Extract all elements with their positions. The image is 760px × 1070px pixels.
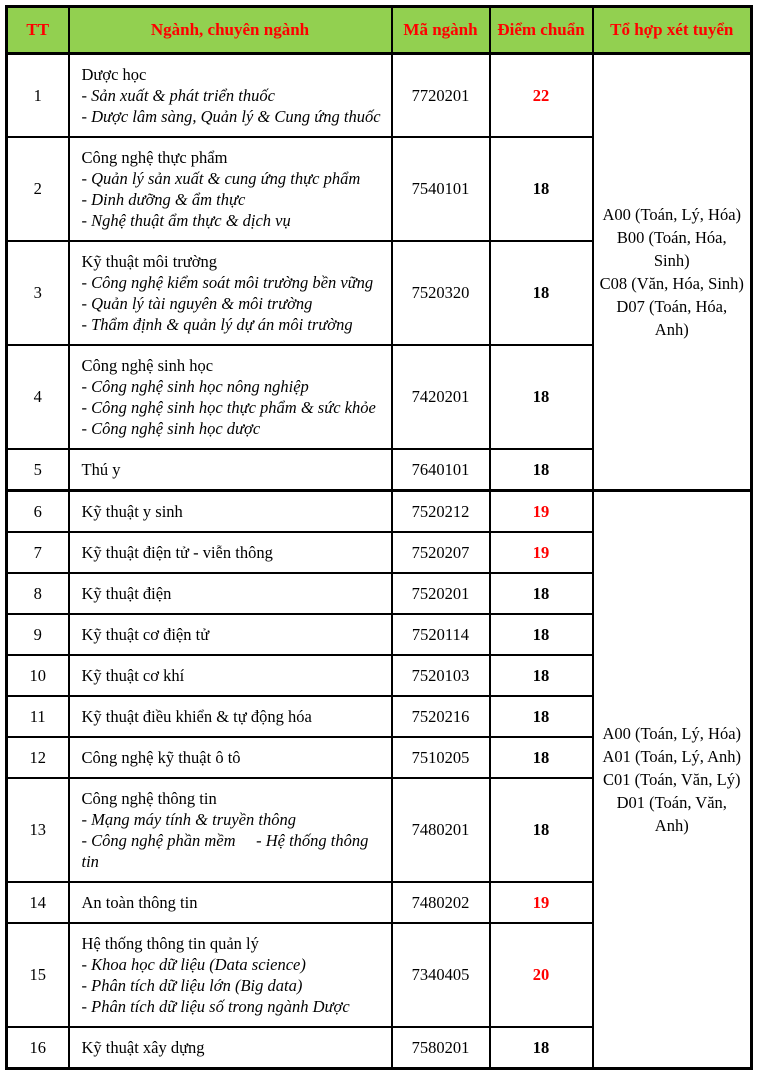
score-value: 22 xyxy=(490,54,593,138)
score-value: 19 xyxy=(490,532,593,573)
major-code: 7510205 xyxy=(392,737,490,778)
major-cell xyxy=(69,778,392,882)
major-title: Công nghệ thực phẩm xyxy=(81,148,228,167)
major-subitem: - Nghệ thuật ẩm thực & dịch vụ xyxy=(81,211,291,230)
row-number: 13 xyxy=(7,778,69,882)
major-subitem: - Công nghệ sinh học dược xyxy=(81,419,261,438)
row-number: 2 xyxy=(7,137,69,241)
row-number: 1 xyxy=(7,54,69,138)
major-subitem: - Thẩm định & quản lý dự án môi trường xyxy=(81,315,353,334)
major-title: Hệ thống thông tin quản lý xyxy=(81,934,259,953)
score-value: 18 xyxy=(490,696,593,737)
row-number: 9 xyxy=(7,614,69,655)
major-title: Kỹ thuật điều khiển & tự động hóa xyxy=(81,707,312,726)
col-header-tt: TT xyxy=(7,7,69,54)
score-value: 19 xyxy=(490,882,593,923)
row-number: 3 xyxy=(7,241,69,345)
row-number: 14 xyxy=(7,882,69,923)
major-code: 7520212 xyxy=(392,491,490,533)
score-value: 18 xyxy=(490,137,593,241)
table-body xyxy=(7,54,752,1069)
major-title: Kỹ thuật môi trường xyxy=(81,252,217,271)
major-cell xyxy=(69,532,392,573)
row-number: 12 xyxy=(7,737,69,778)
major-cell xyxy=(69,137,392,241)
major-cell xyxy=(69,1027,392,1069)
major-code: 7640101 xyxy=(392,449,490,491)
major-code: 7580201 xyxy=(392,1027,490,1069)
major-subitem: - Khoa học dữ liệu (Data science) xyxy=(81,955,306,974)
score-value: 18 xyxy=(490,655,593,696)
major-subitem: - Dược lâm sàng, Quản lý & Cung ứng thuốc xyxy=(81,107,381,126)
major-subitem: - Mạng máy tính & truyền thông xyxy=(81,810,296,829)
score-value: 19 xyxy=(490,491,593,533)
col-header-major: Ngành, chuyên ngành xyxy=(69,7,392,54)
major-title: Kỹ thuật cơ khí xyxy=(81,666,185,685)
table-header xyxy=(7,7,752,54)
major-code: 7520216 xyxy=(392,696,490,737)
major-cell xyxy=(69,737,392,778)
admission-scores-table xyxy=(5,5,753,1070)
combo-line: A00 (Toán, Lý, Hóa) xyxy=(602,724,742,743)
score-value: 18 xyxy=(490,449,593,491)
row-number: 8 xyxy=(7,573,69,614)
major-cell xyxy=(69,54,392,138)
table-row xyxy=(7,54,752,138)
major-code: 7480202 xyxy=(392,882,490,923)
major-title: Kỹ thuật điện tử - viễn thông xyxy=(81,543,273,562)
major-subitem: - Công nghệ kiểm soát môi trường bền vững xyxy=(81,273,374,292)
row-number: 10 xyxy=(7,655,69,696)
major-code: 7520201 xyxy=(392,573,490,614)
major-title: An toàn thông tin xyxy=(81,893,198,912)
major-subitem: - Công nghệ sinh học nông nghiệp xyxy=(81,377,309,396)
major-cell xyxy=(69,614,392,655)
score-value: 18 xyxy=(490,737,593,778)
major-code: 7340405 xyxy=(392,923,490,1027)
major-subitem: - Quản lý tài nguyên & môi trường xyxy=(81,294,313,313)
major-subitem: - Phân tích dữ liệu lớn (Big data) xyxy=(81,976,303,995)
row-number: 7 xyxy=(7,532,69,573)
combo-line: A00 (Toán, Lý, Hóa) xyxy=(602,205,742,224)
row-number: 6 xyxy=(7,491,69,533)
score-value: 18 xyxy=(490,614,593,655)
major-subitem: - Quản lý sản xuất & cung ứng thực phẩm xyxy=(81,169,361,188)
combo-line: C01 (Toán, Văn, Lý) xyxy=(603,770,741,789)
major-code: 7540101 xyxy=(392,137,490,241)
major-cell xyxy=(69,882,392,923)
major-title: Công nghệ thông tin xyxy=(81,789,217,808)
combo-group-cell xyxy=(593,54,752,491)
row-number: 5 xyxy=(7,449,69,491)
combo-line: C08 (Văn, Hóa, Sinh) xyxy=(599,274,744,293)
col-header-score: Điểm chuẩn xyxy=(490,7,593,54)
major-title: Công nghệ kỹ thuật ô tô xyxy=(81,748,241,767)
major-subitem: - Phân tích dữ liệu số trong ngành Dược xyxy=(81,997,350,1016)
major-subitem: - Dinh dưỡng & ẩm thực xyxy=(81,190,246,209)
col-header-code: Mã ngành xyxy=(392,7,490,54)
major-code: 7480201 xyxy=(392,778,490,882)
major-code: 7520320 xyxy=(392,241,490,345)
combo-group-cell xyxy=(593,491,752,1069)
major-cell xyxy=(69,449,392,491)
score-value: 18 xyxy=(490,241,593,345)
score-value: 18 xyxy=(490,573,593,614)
row-number: 16 xyxy=(7,1027,69,1069)
major-code: 7520114 xyxy=(392,614,490,655)
col-header-combo: Tổ hợp xét tuyển xyxy=(593,7,752,54)
row-number: 4 xyxy=(7,345,69,449)
major-cell xyxy=(69,241,392,345)
header-row xyxy=(7,7,752,54)
row-number: 11 xyxy=(7,696,69,737)
major-cell xyxy=(69,655,392,696)
major-cell xyxy=(69,696,392,737)
major-subitem: - Sản xuất & phát triển thuốc xyxy=(81,86,275,105)
row-number: 15 xyxy=(7,923,69,1027)
score-value: 20 xyxy=(490,923,593,1027)
major-title: Kỹ thuật điện xyxy=(81,584,172,603)
major-code: 7520207 xyxy=(392,532,490,573)
score-value: 18 xyxy=(490,1027,593,1069)
combo-line: A01 (Toán, Lý, Anh) xyxy=(602,747,742,766)
score-value: 18 xyxy=(490,345,593,449)
score-value: 18 xyxy=(490,778,593,882)
major-cell xyxy=(69,573,392,614)
combo-line: D01 (Toán, Văn, Anh) xyxy=(616,793,727,835)
major-code: 7420201 xyxy=(392,345,490,449)
major-title: Dược học xyxy=(81,65,147,84)
major-code: 7720201 xyxy=(392,54,490,138)
major-cell xyxy=(69,491,392,533)
major-code: 7520103 xyxy=(392,655,490,696)
major-title: Kỹ thuật xây dựng xyxy=(81,1038,205,1057)
major-title: Công nghệ sinh học xyxy=(81,356,214,375)
major-cell xyxy=(69,923,392,1027)
major-cell xyxy=(69,345,392,449)
major-title: Thú y xyxy=(81,460,121,479)
table-row xyxy=(7,491,752,533)
major-subitem: - Công nghệ phần mềm - Hệ thống thông tin xyxy=(81,831,369,871)
combo-line: D07 (Toán, Hóa, Anh) xyxy=(616,297,728,339)
major-subitem: - Công nghệ sinh học thực phẩm & sức khỏe xyxy=(81,398,376,417)
major-title: Kỹ thuật cơ điện tử xyxy=(81,625,210,644)
combo-line: B00 (Toán, Hóa, Sinh) xyxy=(616,228,727,270)
major-title: Kỹ thuật y sinh xyxy=(81,502,183,521)
